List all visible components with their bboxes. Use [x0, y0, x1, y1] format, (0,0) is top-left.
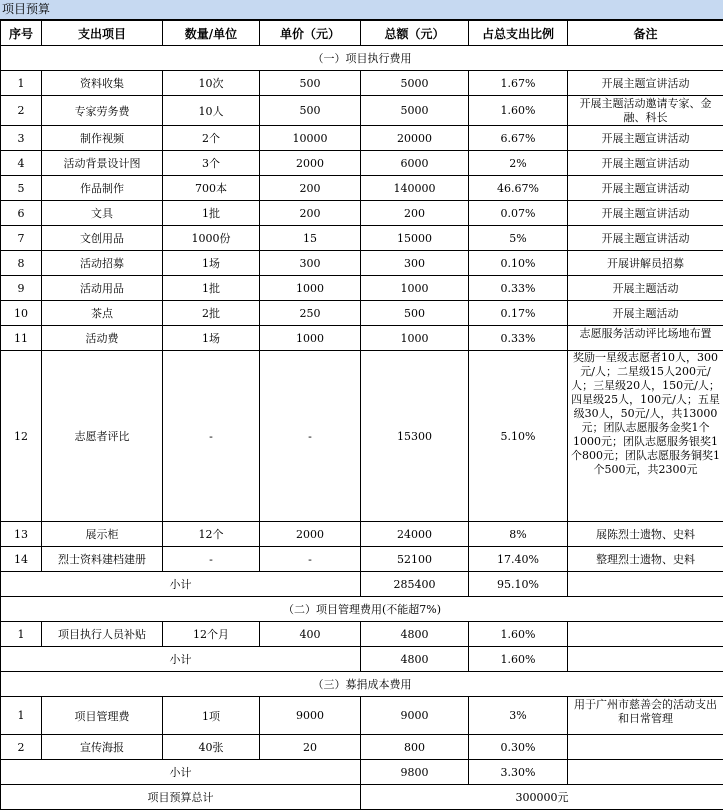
expense-item-cell: 作品制作: [42, 176, 163, 201]
subtotal-ratio: 95.10%: [469, 572, 568, 597]
remarks-cell: 开展主题活动邀请专家、金融、科长: [568, 96, 723, 126]
remarks-cell: 开展主题活动: [568, 276, 723, 301]
table-row: [1, 326, 723, 351]
quantity-unit-cell: 2个: [163, 126, 260, 151]
table-row: [1, 226, 723, 251]
row-number-cell: 6: [1, 201, 42, 226]
expense-ratio-cell: 0.33%: [469, 276, 568, 301]
expense-item-cell: 志愿者评比: [42, 351, 163, 522]
table-row: [1, 547, 723, 572]
remarks-cell: 开展主题宣讲活动: [568, 126, 723, 151]
remarks-cell: 开展主题宣讲活动: [568, 176, 723, 201]
total-amount-cell: 1000: [361, 276, 469, 301]
expense-ratio-cell: 1.60%: [469, 622, 568, 647]
total-amount-cell: 5000: [361, 71, 469, 96]
subtotal-label: 小计: [1, 760, 361, 785]
unit-price-cell: 400: [260, 622, 361, 647]
total-amount-cell: 6000: [361, 151, 469, 176]
total-amount-cell: 300: [361, 251, 469, 276]
table-row: [1, 522, 723, 547]
table-row: [1, 622, 723, 647]
subtotal-label: 小计: [1, 647, 361, 672]
expense-ratio-cell: 1.60%: [469, 96, 568, 126]
subtotal-total: 4800: [361, 647, 469, 672]
expense-item-cell: 制作视频: [42, 126, 163, 151]
expense-item-cell: 文创用品: [42, 226, 163, 251]
unit-price-cell: 15: [260, 226, 361, 251]
total-amount-cell: 24000: [361, 522, 469, 547]
expense-ratio-cell: 0.10%: [469, 251, 568, 276]
subtotal-label: 小计: [1, 572, 361, 597]
total-amount-cell: 800: [361, 735, 469, 760]
row-number-cell: 3: [1, 126, 42, 151]
unit-price-cell: 20: [260, 735, 361, 760]
remarks-cell: 开展讲解员招募: [568, 251, 723, 276]
remarks-cell: 开展主题宣讲活动: [568, 71, 723, 96]
table-row: [1, 251, 723, 276]
row-number-cell: 8: [1, 251, 42, 276]
expense-item-cell: 茶点: [42, 301, 163, 326]
expense-ratio-cell: 6.67%: [469, 126, 568, 151]
total-amount-cell: 52100: [361, 547, 469, 572]
expense-ratio-cell: 46.67%: [469, 176, 568, 201]
remarks-cell: [568, 622, 723, 647]
expense-item-cell: 活动用品: [42, 276, 163, 301]
quantity-unit-cell: 3个: [163, 151, 260, 176]
section-title: （一）项目执行费用: [1, 46, 723, 71]
quantity-unit-cell: 1批: [163, 201, 260, 226]
subtotal-remarks: [568, 760, 723, 785]
unit-price-cell: 300: [260, 251, 361, 276]
remarks-cell: 开展主题宣讲活动: [568, 151, 723, 176]
table-row: [1, 126, 723, 151]
table-row: [1, 176, 723, 201]
quantity-unit-cell: 10人: [163, 96, 260, 126]
total-amount-cell: 200: [361, 201, 469, 226]
unit-price-cell: -: [260, 547, 361, 572]
quantity-unit-cell: -: [163, 351, 260, 522]
unit-price-cell: 200: [260, 176, 361, 201]
table-row: [1, 301, 723, 326]
total-amount-cell: 1000: [361, 326, 469, 351]
quantity-unit-cell: 12个: [163, 522, 260, 547]
expense-item-cell: 文具: [42, 201, 163, 226]
total-amount-cell: 4800: [361, 622, 469, 647]
remarks-cell: 开展主题活动: [568, 301, 723, 326]
expense-item-cell: 展示柜: [42, 522, 163, 547]
section-title-row: [1, 672, 723, 697]
expense-item-cell: 项目执行人员补贴: [42, 622, 163, 647]
subtotal-row: [1, 647, 723, 672]
subtotal-remarks: [568, 647, 723, 672]
unit-price-cell: 10000: [260, 126, 361, 151]
table-row: [1, 201, 723, 226]
expense-item-cell: 活动费: [42, 326, 163, 351]
expense-ratio-cell: 0.07%: [469, 201, 568, 226]
quantity-unit-cell: 2批: [163, 301, 260, 326]
expense-item-cell: 活动招募: [42, 251, 163, 276]
remarks-cell: 展陈烈士遗物、史料: [568, 522, 723, 547]
quantity-unit-cell: 1批: [163, 276, 260, 301]
remarks-cell: 奖励一星级志愿者10人，300元/人；二星级15人200元/人；三星级20人，150元/人；四星级25人，100元/人；五星级30人，50元/人，共13000元；团队志愿服务金奖1个1000元；团队志愿服务银奖1个800元；团队志愿服务铜奖1个500元，共2300元: [568, 351, 723, 522]
quantity-unit-cell: 1场: [163, 326, 260, 351]
expense-ratio-cell: 1.67%: [469, 71, 568, 96]
expense-item-cell: 宣传海报: [42, 735, 163, 760]
unit-price-cell: 500: [260, 71, 361, 96]
unit-price-cell: -: [260, 351, 361, 522]
row-number-cell: 10: [1, 301, 42, 326]
row-number-cell: 5: [1, 176, 42, 201]
budget-table: [0, 20, 723, 810]
expense-ratio-cell: 5%: [469, 226, 568, 251]
row-number-cell: 4: [1, 151, 42, 176]
grand-total-value: 300000元: [361, 785, 723, 810]
unit-price-cell: 200: [260, 201, 361, 226]
grand-total-row: [1, 785, 723, 810]
unit-price-cell: 500: [260, 96, 361, 126]
quantity-unit-cell: 700本: [163, 176, 260, 201]
unit-price-cell: 2000: [260, 151, 361, 176]
quantity-unit-cell: 10次: [163, 71, 260, 96]
expense-ratio-cell: 0.30%: [469, 735, 568, 760]
table-row: [1, 151, 723, 176]
expense-ratio-cell: 0.17%: [469, 301, 568, 326]
grand-total-label: 项目预算总计: [1, 785, 361, 810]
section-title-row: [1, 46, 723, 71]
quantity-unit-cell: 40张: [163, 735, 260, 760]
sheet-title: 项目预算: [0, 0, 723, 20]
quantity-unit-cell: -: [163, 547, 260, 572]
row-number-cell: 14: [1, 547, 42, 572]
quantity-unit-cell: 1场: [163, 251, 260, 276]
table-row: [1, 276, 723, 301]
expense-item-cell: 资料收集: [42, 71, 163, 96]
table-row: [1, 735, 723, 760]
unit-price-cell: 1000: [260, 326, 361, 351]
row-number-cell: 2: [1, 735, 42, 760]
row-number-cell: 2: [1, 96, 42, 126]
subtotal-row: [1, 760, 723, 785]
expense-item-cell: 项目管理费: [42, 697, 163, 735]
total-amount-cell: 20000: [361, 126, 469, 151]
row-number-cell: 1: [1, 622, 42, 647]
remarks-cell: 用于广州市慈善会的活动支出和日常管理: [568, 697, 723, 735]
expense-ratio-cell: 2%: [469, 151, 568, 176]
remarks-cell: 志愿服务活动评比场地布置: [568, 326, 723, 351]
total-amount-cell: 15000: [361, 226, 469, 251]
unit-price-cell: 2000: [260, 522, 361, 547]
row-number-cell: 1: [1, 697, 42, 735]
expense-item-cell: 专家劳务费: [42, 96, 163, 126]
expense-ratio-cell: 0.33%: [469, 326, 568, 351]
remarks-cell: 整理烈士遗物、史料: [568, 547, 723, 572]
row-number-cell: 7: [1, 226, 42, 251]
row-number-cell: 11: [1, 326, 42, 351]
column-header-total-amount: 总额（元）: [361, 21, 469, 46]
table-row: [1, 697, 723, 735]
row-number-cell: 13: [1, 522, 42, 547]
section-title: （三）募捐成本费用: [1, 672, 723, 697]
quantity-unit-cell: 1000份: [163, 226, 260, 251]
expense-ratio-cell: 17.40%: [469, 547, 568, 572]
subtotal-ratio: 3.30%: [469, 760, 568, 785]
unit-price-cell: 1000: [260, 276, 361, 301]
header-row: [1, 21, 723, 46]
unit-price-cell: 9000: [260, 697, 361, 735]
total-amount-cell: 15300: [361, 351, 469, 522]
quantity-unit-cell: 1项: [163, 697, 260, 735]
remarks-cell: 开展主题宣讲活动: [568, 201, 723, 226]
subtotal-total: 285400: [361, 572, 469, 597]
column-header-row-number: 序号: [1, 21, 42, 46]
table-row: [1, 96, 723, 126]
section-title: （二）项目管理费用(不能超7%): [1, 597, 723, 622]
remarks-cell: [568, 735, 723, 760]
row-number-cell: 1: [1, 71, 42, 96]
column-header-unit-price: 单价（元）: [260, 21, 361, 46]
subtotal-total: 9800: [361, 760, 469, 785]
column-header-quantity-unit: 数量/单位: [163, 21, 260, 46]
expense-ratio-cell: 5.10%: [469, 351, 568, 522]
total-amount-cell: 5000: [361, 96, 469, 126]
subtotal-remarks: [568, 572, 723, 597]
unit-price-cell: 250: [260, 301, 361, 326]
expense-ratio-cell: 8%: [469, 522, 568, 547]
total-amount-cell: 9000: [361, 697, 469, 735]
row-number-cell: 9: [1, 276, 42, 301]
remarks-cell: 开展主题宣讲活动: [568, 226, 723, 251]
expense-item-cell: 活动背景设计图: [42, 151, 163, 176]
quantity-unit-cell: 12个月: [163, 622, 260, 647]
section-title-row: [1, 597, 723, 622]
expense-ratio-cell: 3%: [469, 697, 568, 735]
table-row: [1, 351, 723, 522]
column-header-remarks: 备注: [568, 21, 723, 46]
table-row: [1, 71, 723, 96]
expense-item-cell: 烈士资料建档建册: [42, 547, 163, 572]
column-header-expense-ratio: 占总支出比例: [469, 21, 568, 46]
budget-table-body: [1, 21, 723, 810]
subtotal-row: [1, 572, 723, 597]
row-number-cell: 12: [1, 351, 42, 522]
subtotal-ratio: 1.60%: [469, 647, 568, 672]
column-header-expense-item: 支出项目: [42, 21, 163, 46]
total-amount-cell: 500: [361, 301, 469, 326]
total-amount-cell: 140000: [361, 176, 469, 201]
